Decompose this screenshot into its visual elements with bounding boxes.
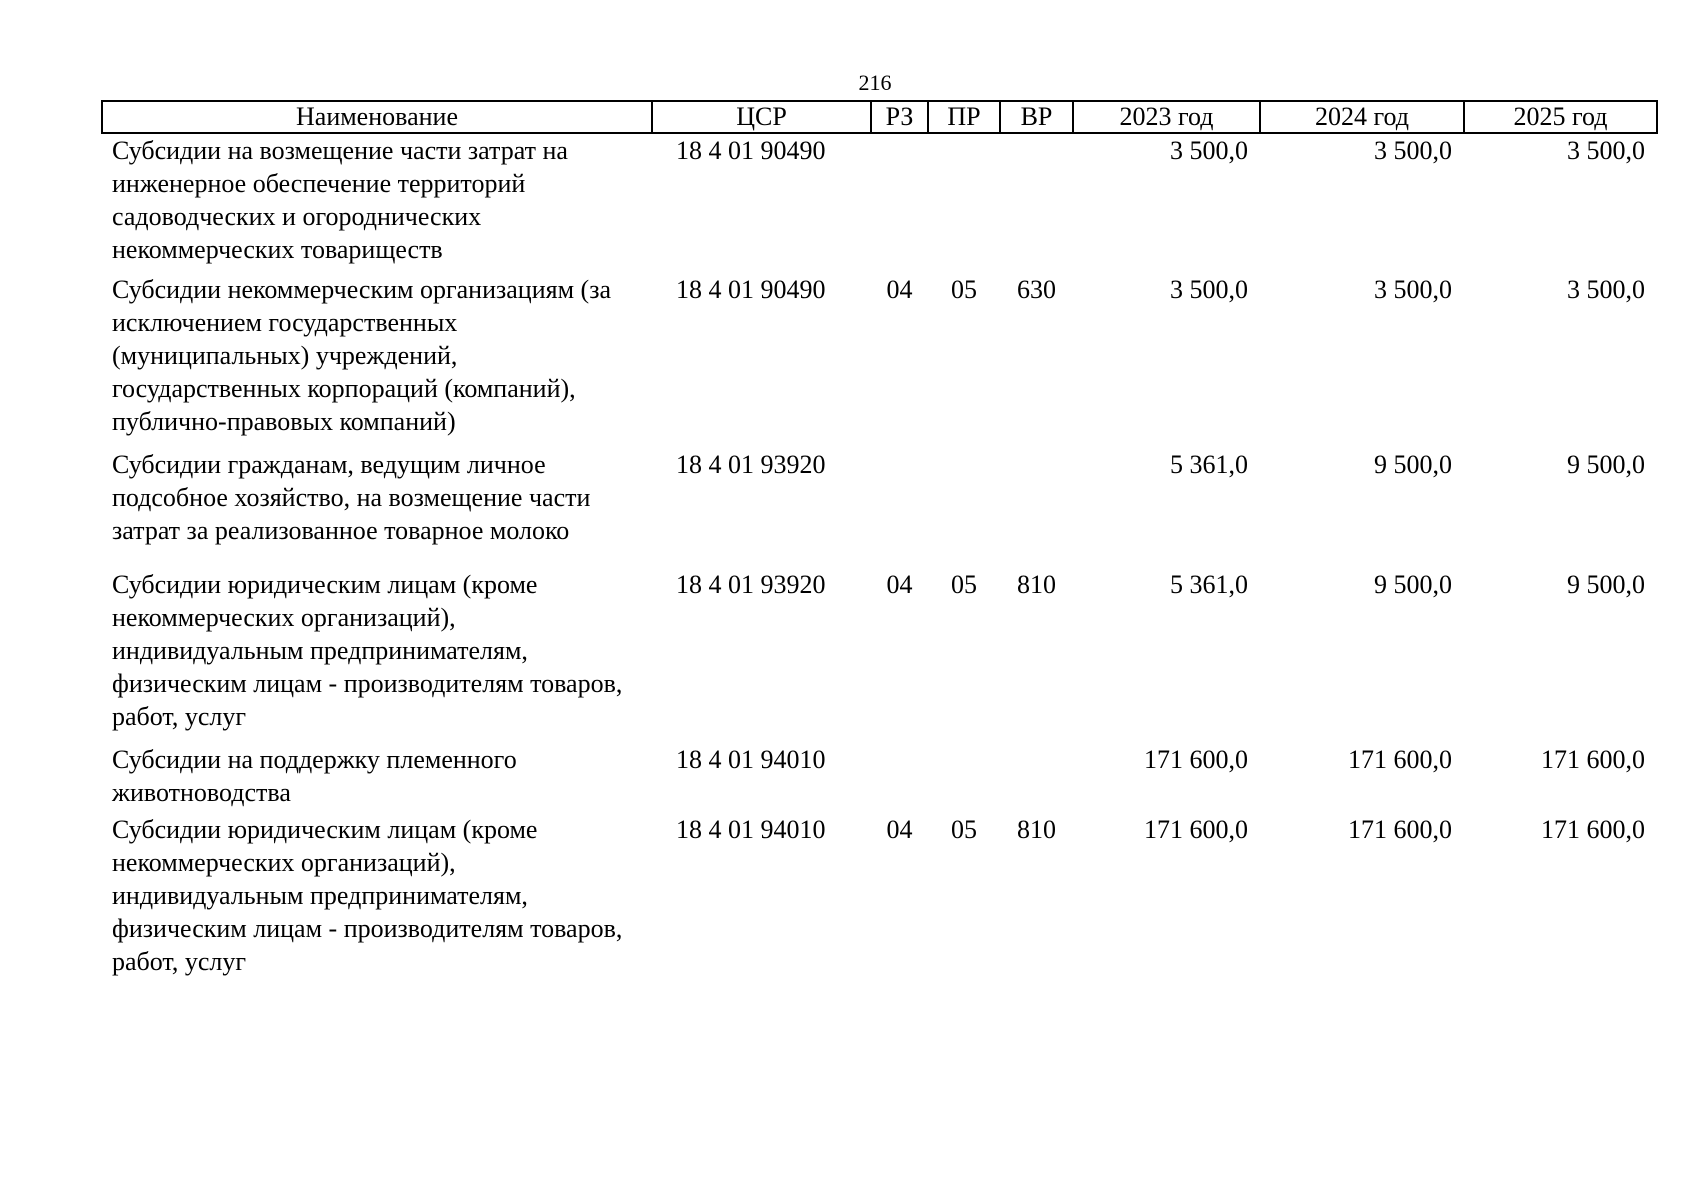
row-value-2023: 5 361,0 (1170, 450, 1248, 479)
row-csr: 18 4 01 90490 (676, 136, 826, 165)
row-value-2025: 9 500,0 (1567, 570, 1645, 599)
row-name: Субсидии юридическим лицам (кроме некоммерческих организаций), индивидуальным предпринимателям, физическим лицам - производителям товаров, работ, услуг (112, 570, 623, 731)
header-name: Наименование (102, 101, 652, 133)
row-pr: 05 (951, 570, 977, 599)
row-value-2024: 9 500,0 (1374, 450, 1452, 479)
row-value-2024: 171 600,0 (1348, 745, 1452, 774)
row-vr (1000, 448, 1073, 568)
row-vr (1000, 133, 1073, 273)
header-2023: 2023 год (1073, 101, 1260, 133)
row-name: Субсидии на возмещение части затрат на инженерное обеспечение территорий садоводческих и огороднических некоммерческих товариществ (112, 136, 568, 264)
row-vr: 810 (1017, 570, 1056, 599)
row-value-2025: 171 600,0 (1541, 745, 1645, 774)
header-rz: РЗ (871, 101, 928, 133)
row-vr: 630 (1017, 275, 1056, 304)
page-number: 216 (858, 70, 892, 95)
header-pr: ПР (928, 101, 1000, 133)
table-row (102, 448, 1657, 568)
row-value-2023: 171 600,0 (1144, 815, 1248, 844)
row-name: Субсидии юридическим лицам (кроме некоммерческих организаций), индивидуальным предпринимателям, физическим лицам - производителям товаров, работ, услуг (112, 815, 623, 976)
row-csr: 18 4 01 94010 (676, 815, 826, 844)
row-csr: 18 4 01 94010 (676, 745, 826, 774)
table-row (102, 133, 1657, 273)
row-value-2024: 171 600,0 (1348, 815, 1452, 844)
row-pr (928, 448, 1000, 568)
row-value-2025: 3 500,0 (1567, 275, 1645, 304)
row-name: Субсидии на поддержку племенного животноводства (112, 745, 517, 807)
row-value-2023: 171 600,0 (1144, 745, 1248, 774)
table-row (102, 568, 1657, 743)
row-value-2023: 5 361,0 (1170, 570, 1248, 599)
row-rz: 04 (886, 275, 913, 304)
row-value-2024: 3 500,0 (1374, 275, 1452, 304)
table-row (102, 273, 1657, 448)
table-row (102, 813, 1657, 978)
row-pr: 05 (951, 275, 977, 304)
header-2025: 2025 год (1464, 101, 1657, 133)
row-csr: 18 4 01 90490 (676, 275, 826, 304)
header-csr: ЦСР (652, 101, 871, 133)
header-vr: ВР (1000, 101, 1073, 133)
row-value-2023: 3 500,0 (1170, 136, 1248, 165)
row-rz: 04 (886, 570, 913, 599)
row-name: Субсидии гражданам, ведущим личное подсобное хозяйство, на возмещение части затрат за реализованное товарное молоко (112, 450, 591, 545)
row-value-2025: 9 500,0 (1567, 450, 1645, 479)
row-pr (928, 133, 1000, 273)
budget-table (101, 100, 1658, 978)
table-header-row (102, 101, 1657, 133)
row-pr (928, 743, 1000, 813)
row-vr (1000, 743, 1073, 813)
row-rz (871, 133, 928, 273)
row-csr: 18 4 01 93920 (676, 570, 826, 599)
row-csr: 18 4 01 93920 (676, 450, 826, 479)
row-value-2025: 3 500,0 (1567, 136, 1645, 165)
row-value-2025: 171 600,0 (1541, 815, 1645, 844)
row-value-2023: 3 500,0 (1170, 275, 1248, 304)
row-vr: 810 (1017, 815, 1056, 844)
row-value-2024: 9 500,0 (1374, 570, 1452, 599)
row-pr: 05 (951, 815, 977, 844)
row-value-2024: 3 500,0 (1374, 136, 1452, 165)
table-row (102, 743, 1657, 813)
header-2024: 2024 год (1260, 101, 1464, 133)
row-rz (871, 743, 928, 813)
row-name: Субсидии некоммерческим организациям (за исключением государственных (муниципальных) учреждений, государственных корпораций (компаний), публично-правовых компаний) (112, 275, 612, 436)
row-rz (871, 448, 928, 568)
row-rz: 04 (886, 815, 913, 844)
